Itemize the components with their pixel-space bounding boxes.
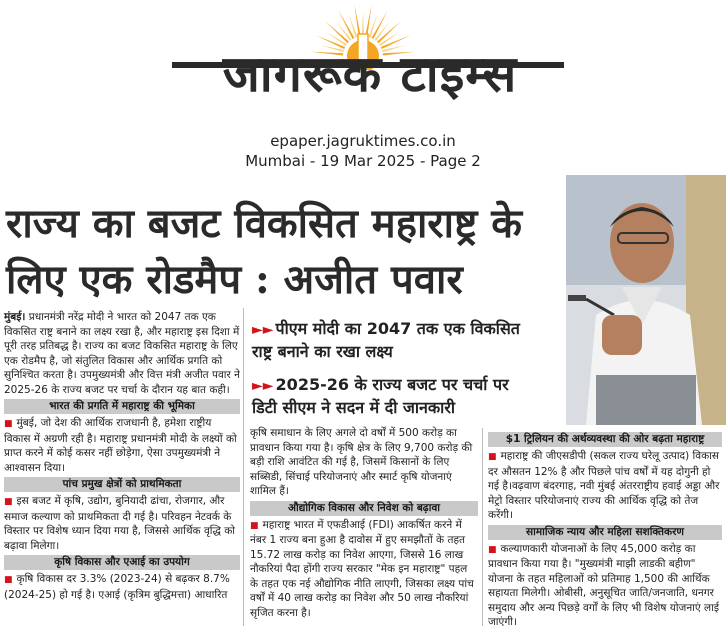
- epaper-url[interactable]: epaper.jagruktimes.co.in: [270, 132, 456, 150]
- section-heading: औद्योगिक विकास और निवेश को बढ़ावा: [250, 501, 478, 516]
- section-heading: सामाजिक न्याय और महिला सशक्तिकरण: [488, 525, 722, 540]
- bullet-icon: ■: [488, 452, 497, 462]
- column-divider: [482, 428, 483, 626]
- bullet-icon: ■: [4, 497, 13, 507]
- article-column-3: [488, 430, 722, 632]
- column-divider: [243, 308, 244, 626]
- double-arrow-icon: ►►: [252, 378, 274, 394]
- section-heading: $1 ट्रिलियन की अर्थव्यवस्था की ओर बढ़ता महाराष्ट्र: [488, 432, 722, 447]
- section-paragraph: ■ इस बजट में कृषि, उद्योग, बुनियादी ढांचा, रोजगार, और समाज कल्याण को प्राथमिकता दी गई है। परिवहन नेटवर्क के विस्तार पर विशेष ध्यान दिया गया है, जिससे आर्थिक वृद्धि को बढ़ावा मिलेगा।: [4, 495, 236, 552]
- intro-paragraph: मुंबई। प्रधानमंत्री नरेंद्र मोदी ने भारत को 2047 तक एक विकसित राष्ट्र बनाने का लक्ष्य रखा है, और महाराष्ट्र इस दिशा में पूरी तरह प्रतिबद्ध है। राज्य का बजट विकसित महाराष्ट्र के लिए एक रोडमैप है, जो संतुलित विकास और आर्थिक प्रगति को सुनिश्चित करता है। उपमुख्यमंत्री और वित्त मंत्री अजीत पवार ने 2025-26 के राज्य बजट पर चर्चा के दौरान यह बात कही।: [4, 311, 240, 396]
- section-heading: पांच प्रमुख क्षेत्रों को प्राथमिकता: [4, 477, 240, 492]
- bullet-icon: ■: [4, 575, 13, 585]
- bullet-icon: ■: [250, 520, 259, 531]
- edition-line: Mumbai - 19 Mar 2025 - Page 2: [245, 152, 481, 170]
- section-paragraph: ■ महाराष्ट्र भारत में एफडीआई (FDI) आकर्षित करने में नंबर 1 राज्य बना हुआ है दावोस में हुए समझौतों के तहत 15.72 लाख करोड़ का निवेश आएगा, जिससे 16 लाख नौकरियां पैदा होंगी राज्य सरकार "मेक इन महाराष्ट्र" पहल के तहत एक नई औद्योगिक नीति लाएगी, जिसका लक्ष्य पांच वर्षों में 40 लाख करोड़ का निवेश और 50 लाख नौकरियां सृजित करना है।: [250, 518, 474, 619]
- headline-line-1: राज्य का बजट विकसित महाराष्ट्र के: [6, 200, 523, 247]
- speaker-photo: [566, 175, 726, 425]
- bullet-icon: ■: [488, 544, 497, 555]
- section-paragraph: ■ महाराष्ट्र की जीएसडीपी (सकल राज्य घरेलू उत्पाद) विकास दर औसतन 12% है और पिछले पांच वर्षों में यह दोगुनी हो गई है।वढ़वाण बंदरगाह, नवी मुंबई अंतरराष्ट्रीय हवाई अड्डा और मेट्रो विस्तार परियोजनाएं राज्य की आर्थिक वृद्धि को तेज करेंगी।: [488, 450, 720, 521]
- highlight-1: ►► पीएम मोदी का 2047 तक एक विकसित राष्ट्र बनाने का रखा लक्ष्य: [252, 319, 520, 361]
- headline-line-2: लिए एक रोडमैप : अजीत पवार: [6, 256, 463, 303]
- section-heading: कृषि विकास और एआई का उपयोग: [4, 555, 240, 570]
- article-column-1: [4, 310, 240, 604]
- section-heading: भारत की प्रगति में महाराष्ट्र की भूमिका: [4, 399, 240, 414]
- section-paragraph: कृषि समाधान के लिए अगले दो वर्षों में 500 करोड़ का प्रावधान किया गया है। कृषि क्षेत्र के लिए 9,700 करोड़ की बड़ी राशि आवंटित की गई है, जिसमें किसानों के लिए सब्सिडी, सिंचाई परियोजनाएं और स्मार्ट कृषि योजनाएं शामिल हैं।: [250, 427, 473, 497]
- section-paragraph: ■ कृषि विकास दर 3.3% (2023-24) से बढ़कर 8.7% (2024-25) हो गई है। एआई (कृत्रिम बुद्धिमत्ता) आधारित: [4, 573, 230, 601]
- sun-ray: [362, 12, 364, 36]
- section-paragraph: ■ कल्याणकारी योजनाओं के लिए 45,000 करोड़ का प्रावधान किया गया है। "मुख्यमंत्री माझी लाडकी बहीण" योजना के तहत महिलाओं को प्रतिमाह 1,500 की आर्थिक सहायता मिलेगी। ओबीसी, अनुसूचित जाति/जनजाति, धनगर समुदाय और अन्य पिछड़े वर्गों के लिए भी विशेष योजनाएं लाई जाएंगी।: [488, 542, 720, 628]
- speaker-portrait-icon: [566, 175, 726, 425]
- highlight-2: ►► 2025-26 के राज्य बजट पर चर्चा पर डिटी सीएम ने सदन में दी जानकारी: [252, 375, 509, 417]
- main-headline: [6, 196, 576, 308]
- masthead: [0, 0, 726, 180]
- bullet-icon: ■: [4, 419, 13, 429]
- double-arrow-icon: ►►: [252, 322, 274, 338]
- newspaper-logo: जागरूक टाइम्स: [222, 45, 518, 103]
- section-paragraph: ■ मुंबई, जो देश की आर्थिक राजधानी है, हमेशा राष्ट्रीय विकास में अग्रणी रही है। महाराष्ट्र प्रधानमंत्री मोदी के लक्ष्यों को प्राप्त करने में कोई कसर नहीं छोड़ेगा, ऐसा उपमुख्यमंत्री ने आश्वासन दिया।: [4, 417, 237, 474]
- article-column-2: [250, 426, 478, 622]
